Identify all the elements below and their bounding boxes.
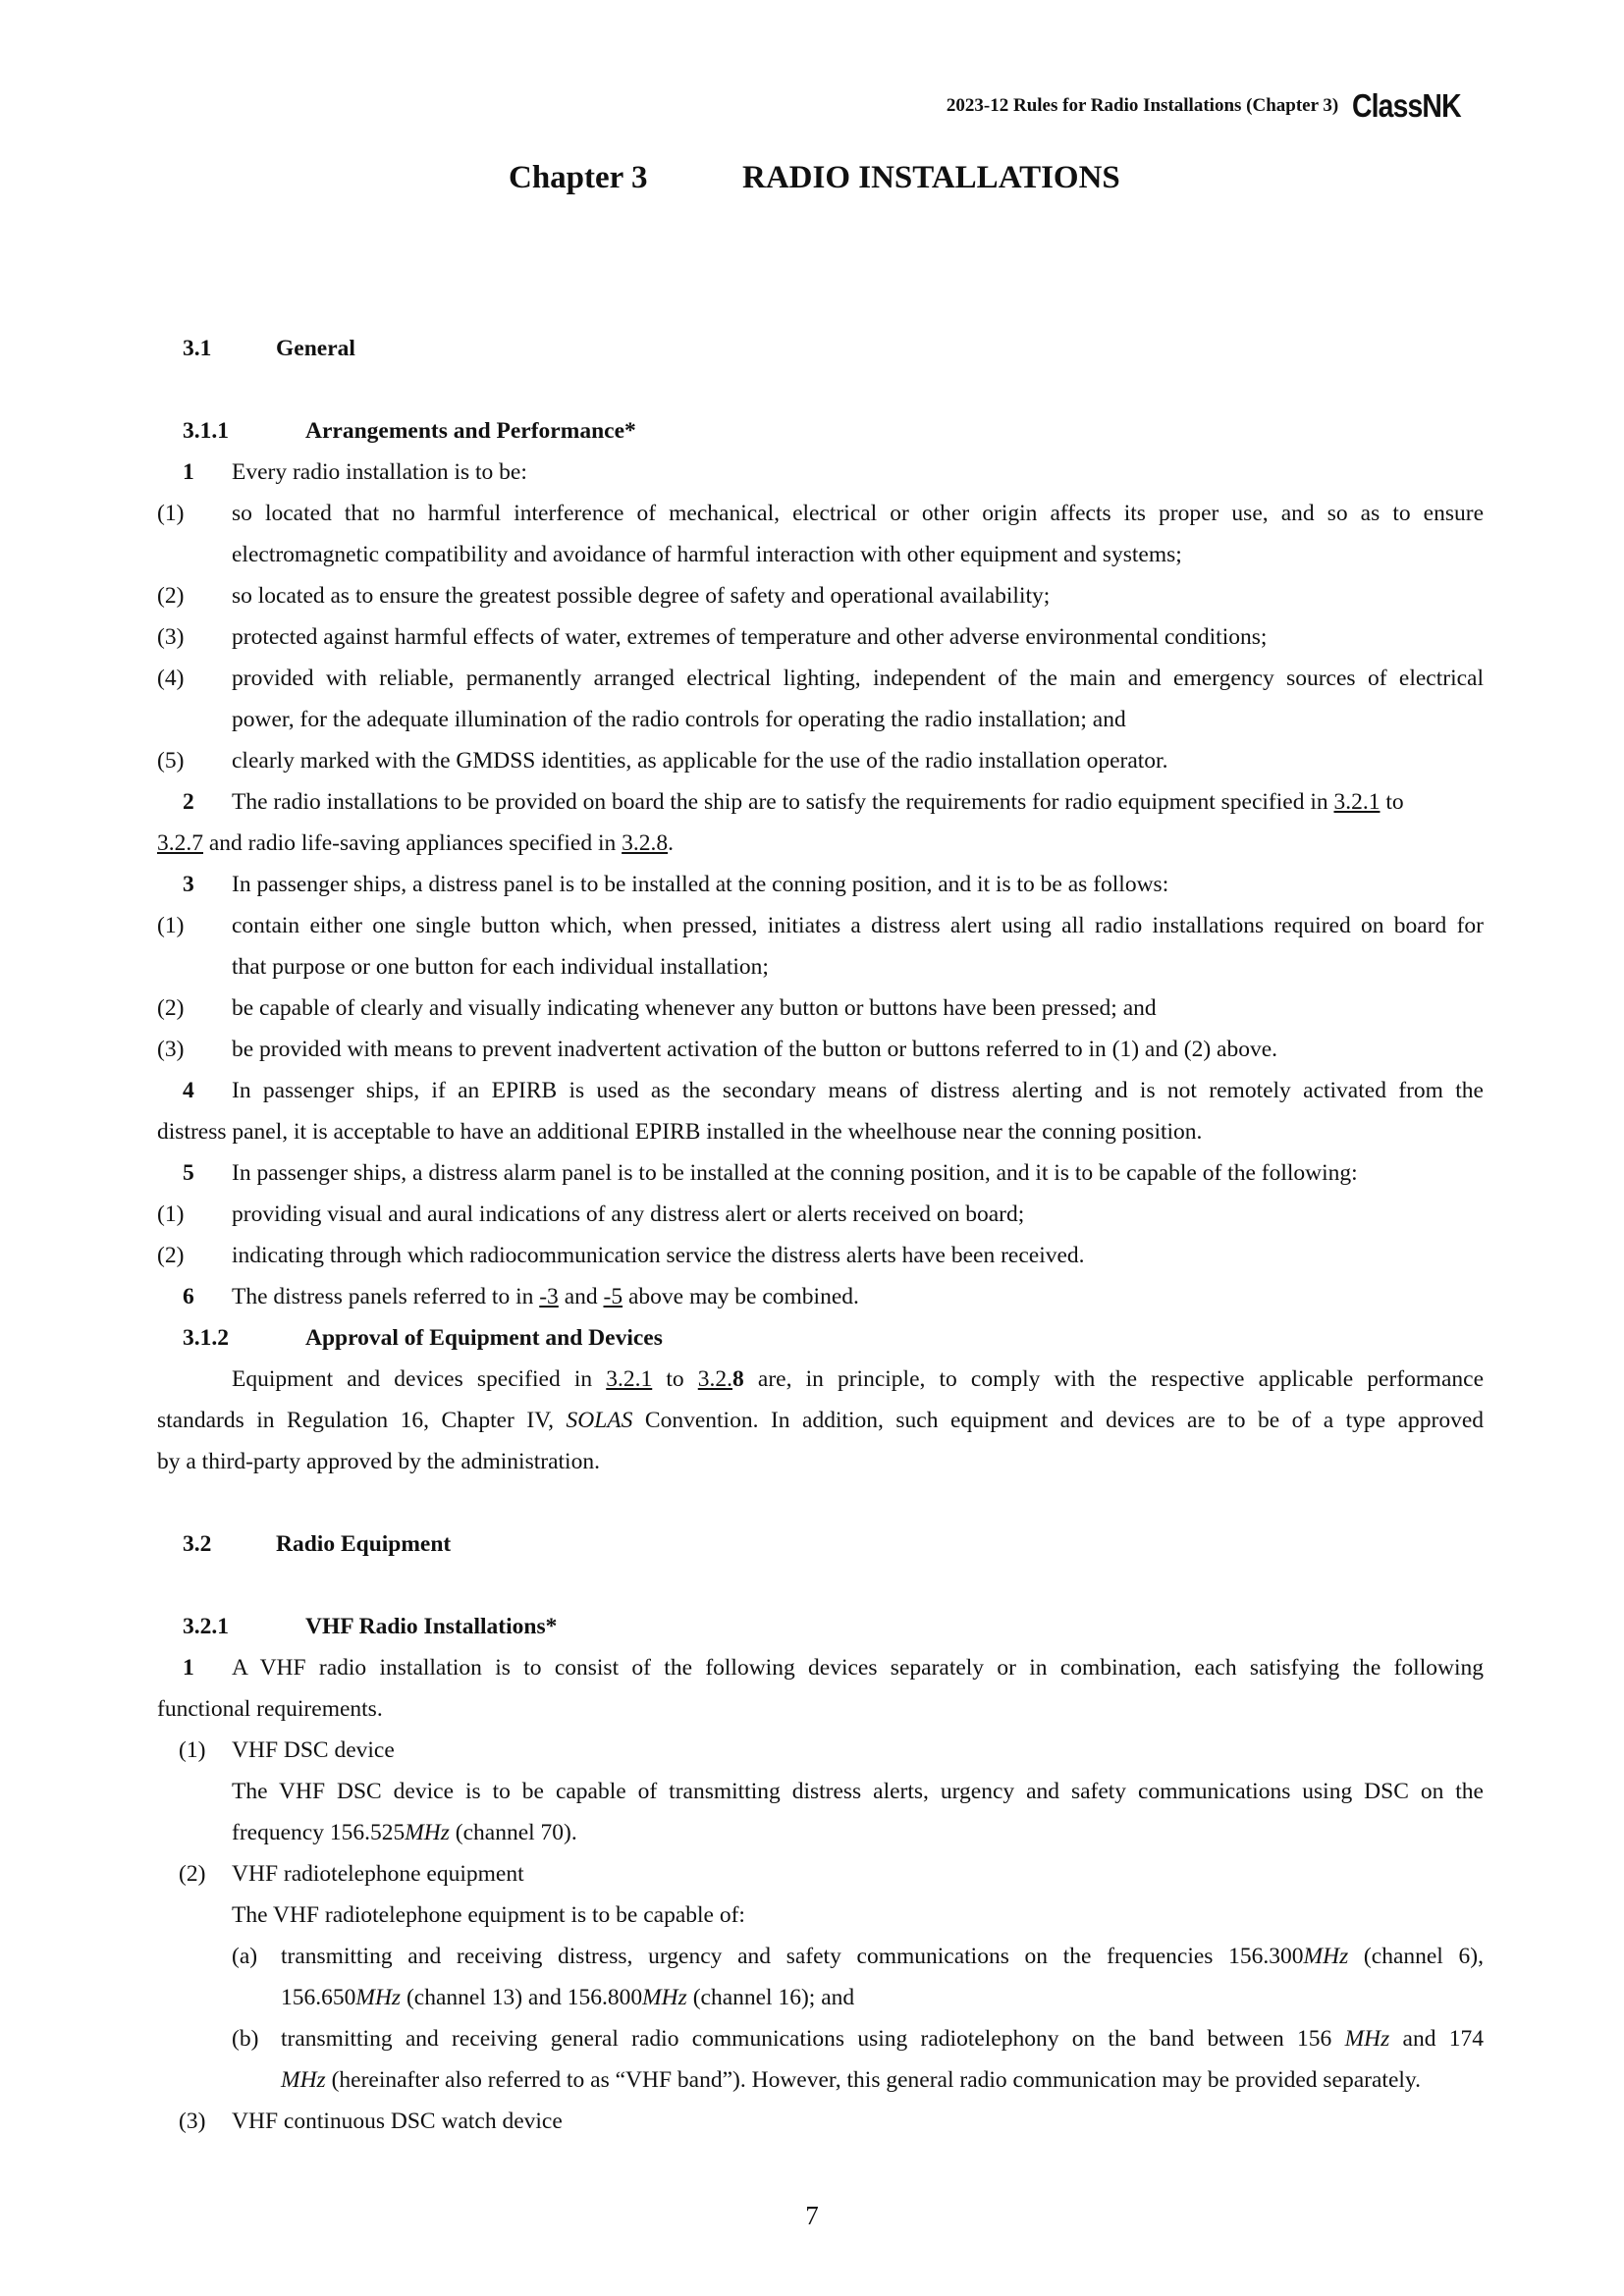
para-text-segment: to	[1385, 789, 1404, 815]
item-text: that purpose or one button for each individual installation;	[232, 954, 769, 980]
item-title: VHF DSC device	[232, 1737, 395, 1763]
cross-reference-link[interactable]: 3.2.	[697, 1366, 733, 1392]
para-text: In passenger ships, a distress panel is to be installed at the conning position, and it is to be as follows:	[232, 872, 1169, 897]
item-text: The VHF DSC device is to be capable of transmitting distress alerts, urgency and safety communications using DSC on the	[232, 1779, 1484, 1804]
item-label: (2)	[157, 583, 185, 609]
text-segment: (channel 6),	[1348, 1944, 1484, 1969]
section-3-1-title: General	[276, 336, 355, 361]
subsection-3-2-1-number: 3.2.1	[183, 1614, 229, 1639]
text-segment: (channel 13) and 156.800	[401, 1985, 643, 2010]
para-number: 4	[183, 1078, 194, 1103]
unit: MHz	[281, 2067, 326, 2093]
unit: MHz	[405, 1820, 450, 1845]
para-text	[157, 828, 674, 858]
para-text-segment: .	[668, 830, 674, 856]
subitem-text	[281, 2024, 1484, 2054]
item-text: protected against harmful effects of water, extremes of temperature and other adverse environmental conditions;	[232, 624, 1268, 650]
para-number: 2	[183, 789, 194, 815]
para-text-segment: The radio installations to be provided on board the ship are to satisfy the requirements for radio equipment specified in	[232, 789, 1328, 815]
text-segment: (channel 70).	[449, 1820, 577, 1845]
para-text-segment: The distress panels referred to in	[232, 1284, 534, 1309]
running-title: 2023-12 Rules for Radio Installations (Chapter 3)	[946, 95, 1339, 116]
item-label: (5)	[157, 748, 185, 774]
subitem-text	[281, 1983, 854, 2012]
item-label: (4)	[157, 666, 185, 691]
cross-reference-link[interactable]: 3.2.8	[622, 830, 669, 856]
cross-reference-link[interactable]: -3	[539, 1284, 559, 1309]
unit: MHz	[642, 1985, 687, 2010]
para-text-segment: Equipment and devices specified in	[232, 1366, 593, 1392]
item-text: clearly marked with the GMDSS identities, as applicable for the use of the radio installation operator.	[232, 748, 1168, 774]
subitem-label: (a)	[232, 1944, 258, 1969]
para-text-segment: are, in principle, to comply with the respective applicable performance	[757, 1366, 1485, 1392]
subitem-text	[281, 1942, 1484, 1971]
item-label: (1)	[179, 1737, 206, 1763]
item-label: (2)	[179, 1861, 206, 1887]
text-segment: 156.650	[281, 1985, 356, 2010]
italic-term: SOLAS	[566, 1408, 633, 1433]
para-text-segment: standards in Regulation 16, Chapter IV,	[157, 1408, 555, 1433]
chapter-title: RADIO INSTALLATIONS	[742, 160, 1120, 195]
subsection-3-1-2-title: Approval of Equipment and Devices	[305, 1325, 663, 1351]
chapter-heading	[0, 160, 1624, 203]
para-number: 5	[183, 1160, 194, 1186]
unit: MHz	[1344, 2026, 1390, 2052]
item-text: power, for the adequate illumination of the radio controls for operating the radio installation; and	[232, 707, 1126, 732]
text-segment: (channel 16); and	[686, 1985, 855, 2010]
item-text: The VHF radiotelephone equipment is to be capable of:	[232, 1902, 745, 1928]
item-text: be capable of clearly and visually indicating whenever any button or buttons have been pressed; and	[232, 995, 1157, 1021]
para-text-segment: and	[564, 1284, 598, 1309]
item-label: (3)	[157, 624, 185, 650]
para-text-segment: to	[666, 1366, 684, 1392]
para-text: In passenger ships, if an EPIRB is used as the secondary means of distress alerting and is not remotely activated from the	[232, 1078, 1484, 1103]
text-segment: and 174	[1389, 2026, 1484, 2052]
cross-reference-link[interactable]: 3.2.1	[1333, 789, 1380, 815]
running-header	[947, 86, 1479, 126]
cross-reference-link[interactable]: 3.2.7	[157, 830, 203, 856]
para-text: distress panel, it is acceptable to have an additional EPIRB installed in the wheelhouse near the conning position.	[157, 1119, 1203, 1145]
para-text: In passenger ships, a distress alarm panel is to be installed at the conning position, and it is to be capable of the following:	[232, 1160, 1358, 1186]
para-text: A VHF radio installation is to consist of the following devices separately or in combination, each satisfying the following	[232, 1655, 1484, 1681]
para-text-segment: above may be combined.	[627, 1284, 859, 1309]
item-text: be provided with means to prevent inadvertent activation of the button or buttons referred to in (1) and (2) above.	[232, 1037, 1278, 1062]
para-text	[157, 1406, 1484, 1435]
cross-reference-link[interactable]: -5	[603, 1284, 623, 1309]
para-number: 6	[183, 1284, 194, 1309]
para-text-segment: Convention. In addition, such equipment and devices are to be of a type approved	[644, 1408, 1485, 1433]
classnk-logo: ClassNK	[1352, 87, 1461, 124]
subsection-3-1-2-number: 3.1.2	[183, 1325, 229, 1351]
item-label: (1)	[157, 1201, 185, 1227]
item-text: electromagnetic compatibility and avoidance of harmful interaction with other equipment and systems;	[232, 542, 1182, 567]
section-3-2-title: Radio Equipment	[276, 1531, 452, 1557]
subsection-3-1-1-title: Arrangements and Performance*	[305, 418, 636, 444]
subitem-label: (b)	[232, 2026, 259, 2052]
unit: MHz	[1303, 1944, 1349, 1969]
subsection-3-2-1-title: VHF Radio Installations*	[305, 1614, 558, 1639]
bold-reference-digit: 8	[732, 1366, 744, 1392]
text-segment: transmitting and receiving general radio communications using radiotelephony on the band between 156	[281, 2026, 1332, 2052]
item-text: provided with reliable, permanently arranged electrical lighting, independent of the main and emergency sources of electrical	[232, 666, 1484, 691]
section-3-2-number: 3.2	[183, 1531, 212, 1557]
item-label: (2)	[157, 1243, 185, 1268]
text-segment: (hereinafter also referred to as “VHF band”). However, this general radio communication may be provided separately.	[325, 2067, 1422, 2093]
para-number: 1	[183, 459, 194, 485]
para-text	[232, 1364, 1484, 1394]
para-text: by a third-party approved by the administration.	[157, 1449, 600, 1474]
page-number: 7	[805, 2201, 819, 2230]
para-number: 1	[183, 1655, 194, 1681]
item-label: (3)	[179, 2109, 206, 2134]
chapter-number: Chapter 3	[509, 160, 648, 195]
item-label: (1)	[157, 501, 185, 526]
item-label: (2)	[157, 995, 185, 1021]
para-text: Every radio installation is to be:	[232, 459, 527, 485]
item-text: indicating through which radiocommunication service the distress alerts have been received.	[232, 1243, 1085, 1268]
item-label: (1)	[157, 913, 185, 938]
item-text: so located as to ensure the greatest possible degree of safety and operational availability;	[232, 583, 1051, 609]
subsection-3-1-1-number: 3.1.1	[183, 418, 229, 444]
para-text	[232, 1282, 859, 1311]
para-text-segment: and radio life-saving appliances specified in	[208, 830, 617, 856]
para-text: functional requirements.	[157, 1696, 383, 1722]
text-segment: frequency 156.525	[232, 1820, 406, 1845]
unit: MHz	[355, 1985, 402, 2010]
item-title: VHF radiotelephone equipment	[232, 1861, 524, 1887]
item-text	[232, 1818, 577, 1847]
item-text: so located that no harmful interference of mechanical, electrical or other origin affects its proper use, and so as to ensure	[232, 501, 1484, 526]
para-number: 3	[183, 872, 194, 897]
section-3-1-number: 3.1	[183, 336, 212, 361]
item-text: providing visual and aural indications of any distress alert or alerts received on board;	[232, 1201, 1025, 1227]
subitem-text	[281, 2065, 1421, 2095]
cross-reference-link[interactable]: 3.2.1	[606, 1366, 653, 1392]
item-label: (3)	[157, 1037, 185, 1062]
text-segment: transmitting and receiving distress, urgency and safety communications on the frequencies 156.300	[281, 1944, 1304, 1969]
para-text	[232, 787, 1404, 817]
item-title: VHF continuous DSC watch device	[232, 2109, 563, 2134]
item-text: contain either one single button which, when pressed, initiates a distress alert using all radio installations required on board for	[232, 913, 1484, 938]
